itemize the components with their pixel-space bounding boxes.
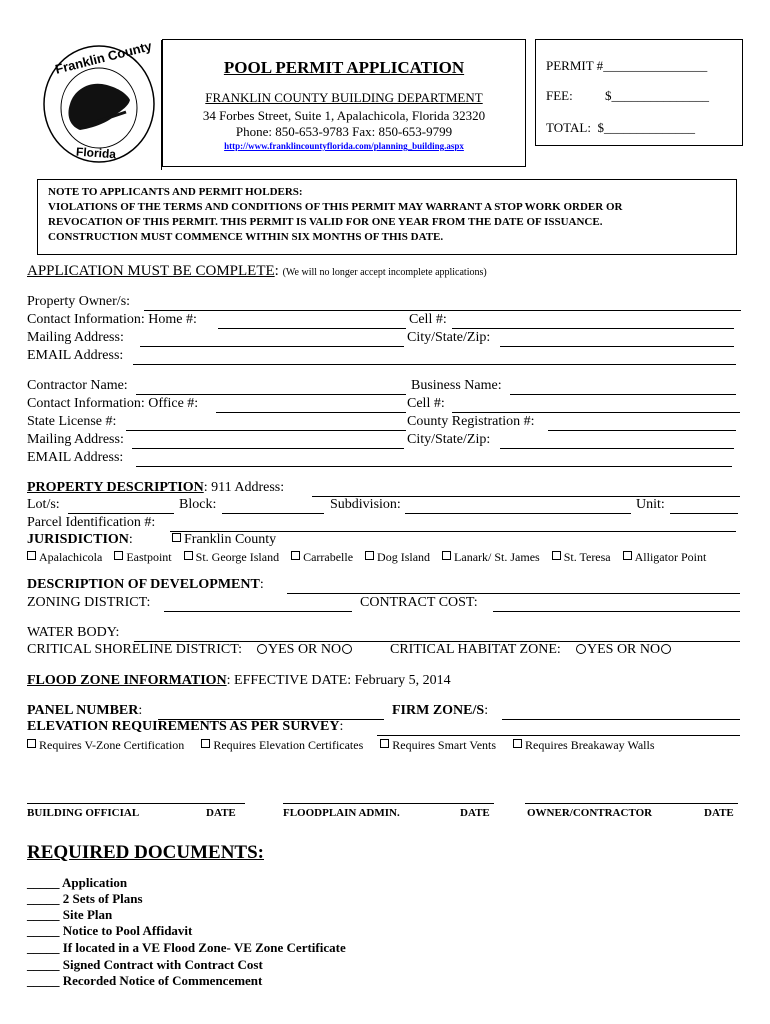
county-seal-logo: [40, 38, 158, 166]
subdivision-label: Subdivision:: [330, 497, 401, 512]
jurisdiction-st-teresa-checkbox[interactable]: St. Teresa: [552, 550, 611, 564]
contractor-name-input[interactable]: [136, 394, 406, 395]
contractor-name-label: Contractor Name:: [27, 378, 128, 393]
department-address: 34 Forbes Street, Suite 1, Apalachicola, Florida 32320: [202, 108, 486, 123]
fee-field[interactable]: FEE:: [546, 88, 573, 103]
notice-line-2: REVOCATION OF THIS PERMIT. THIS PERMIT IS VALID FOR ONE YEAR FROM THE DATE OF ISSUANCE.: [48, 216, 603, 228]
unit-input[interactable]: [670, 513, 738, 514]
floodplain-date-label: DATE: [460, 807, 490, 819]
required-item[interactable]: _____ Notice to Pool Affidavit: [27, 923, 193, 938]
jurisdiction-apalachicola-checkbox[interactable]: Apalachicola: [27, 550, 102, 564]
parcel-label: Parcel Identification #:: [27, 515, 156, 530]
contractor-cell-input[interactable]: [452, 412, 740, 413]
required-documents-heading: REQUIRED DOCUMENTS:: [27, 842, 264, 863]
zoning-input[interactable]: [164, 611, 352, 612]
department-phone: Phone: 850-653-9783 Fax: 850-653-9799: [235, 124, 453, 139]
contractor-city-input[interactable]: [500, 448, 734, 449]
jurisdiction-row: JURISDICTION:: [27, 532, 133, 547]
elevation-input[interactable]: [377, 735, 740, 736]
jurisdiction-carrabelle-checkbox[interactable]: Carrabelle: [291, 550, 353, 564]
page-title: POOL PERMIT APPLICATION: [223, 58, 465, 77]
owner-email-label: EMAIL Address:: [27, 348, 124, 363]
application-heading: APPLICATION MUST BE COMPLETE: (We will no longer accept incomplete applications): [27, 263, 487, 279]
owner-cell-input[interactable]: [452, 328, 734, 329]
business-name-input[interactable]: [510, 394, 736, 395]
block-input[interactable]: [222, 513, 324, 514]
smart-vents-checkbox[interactable]: Requires Smart Vents: [380, 738, 496, 752]
firm-zone-input[interactable]: [502, 719, 740, 720]
contract-cost-input[interactable]: [493, 611, 740, 612]
unit-label: Unit:: [636, 497, 665, 512]
jurisdiction-alligator-point-checkbox[interactable]: Alligator Point: [623, 550, 707, 564]
state-license-label: State License #:: [27, 414, 117, 429]
flood-heading: FLOOD ZONE INFORMATION: EFFECTIVE DATE: February 5, 2014: [27, 673, 451, 688]
required-item[interactable]: _____ Recorded Notice of Commencement: [27, 973, 263, 988]
department-url[interactable]: http://www.franklincountyflorida.com/planning_building.aspx: [224, 141, 464, 151]
official-date-label: DATE: [206, 807, 236, 819]
logo-top-text: Franklin County: [53, 38, 154, 77]
contractor-mailing-input[interactable]: [132, 448, 404, 449]
panel-number-label: PANEL NUMBER:: [27, 703, 143, 718]
shoreline-label: CRITICAL SHORELINE DISTRICT:: [27, 642, 242, 657]
owner-email-input[interactable]: [133, 364, 736, 365]
habitat-label: CRITICAL HABITAT ZONE:: [390, 642, 561, 657]
floodplain-label: FLOODPLAIN ADMIN.: [283, 807, 400, 819]
contractor-cell-label: Cell #:: [407, 396, 445, 411]
contract-cost-label: CONTRACT COST:: [360, 595, 478, 610]
contractor-office-input[interactable]: [216, 412, 406, 413]
owner-signature-line[interactable]: [525, 803, 738, 804]
official-label: BUILDING OFFICIAL: [27, 807, 140, 819]
required-item[interactable]: _____ Site Plan: [27, 907, 113, 922]
subdivision-input[interactable]: [405, 513, 631, 514]
county-registration-label: County Registration #:: [407, 414, 535, 429]
breakaway-walls-checkbox[interactable]: Requires Breakaway Walls: [513, 738, 654, 752]
permit-number-field[interactable]: PERMIT #________________: [546, 58, 708, 73]
property-heading: PROPERTY DESCRIPTION: 911 Address:: [27, 480, 285, 495]
department-name: FRANKLIN COUNTY BUILDING DEPARTMENT: [205, 90, 483, 105]
contractor-email-label: EMAIL Address:: [27, 450, 124, 465]
floodplain-signature-line[interactable]: [283, 803, 494, 804]
habitat-no-radio[interactable]: [661, 644, 671, 654]
required-item[interactable]: _____ Application: [27, 875, 128, 890]
notice-line-3: CONSTRUCTION MUST COMMENCE WITHIN SIX MONTHS OF THIS DATE.: [48, 231, 444, 243]
shoreline-yes-no[interactable]: YES OR NO: [256, 642, 353, 658]
official-signature-line[interactable]: [27, 803, 245, 804]
jurisdiction-st-george-checkbox[interactable]: St. George Island: [184, 550, 279, 564]
zoning-label: ZONING DISTRICT:: [27, 595, 151, 610]
business-name-label: Business Name:: [411, 378, 502, 393]
state-license-input[interactable]: [126, 430, 406, 431]
owner-cell-label: Cell #:: [409, 312, 447, 327]
block-label: Block:: [179, 497, 217, 512]
jurisdiction-dog-island-checkbox[interactable]: Dog Island: [365, 550, 430, 564]
owner-mailing-input[interactable]: [140, 346, 404, 347]
lots-label: Lot/s:: [27, 497, 60, 512]
property-owner-input[interactable]: [144, 310, 741, 311]
contractor-mailing-label: Mailing Address:: [27, 432, 124, 447]
jurisdiction-lanark-checkbox[interactable]: Lanark/ St. James: [442, 550, 540, 564]
owner-home-label: Contact Information: Home #:: [27, 312, 197, 327]
county-registration-input[interactable]: [548, 430, 736, 431]
owner-date-label: DATE: [704, 807, 734, 819]
shoreline-yes-radio[interactable]: [257, 644, 267, 654]
total-field[interactable]: TOTAL: $______________: [546, 120, 695, 135]
firm-zone-label: FIRM ZONE/S:: [392, 703, 489, 718]
contractor-email-input[interactable]: [136, 466, 732, 467]
elevation-cert-checkbox[interactable]: Requires Elevation Certificates: [201, 738, 363, 752]
contractor-city-label: City/State/Zip:: [407, 432, 491, 447]
fee-amount[interactable]: $_______________: [605, 88, 709, 103]
contractor-office-label: Contact Information: Office #:: [27, 396, 199, 411]
owner-home-input[interactable]: [218, 328, 406, 329]
owner-city-input[interactable]: [500, 346, 734, 347]
v-zone-cert-checkbox[interactable]: Requires V-Zone Certification: [27, 738, 184, 752]
notice-heading: NOTE TO APPLICANTS AND PERMIT HOLDERS:: [48, 186, 303, 198]
water-body-label: WATER BODY:: [27, 625, 120, 640]
owner-contractor-label: OWNER/CONTRACTOR: [527, 807, 653, 819]
development-heading: DESCRIPTION OF DEVELOPMENT:: [27, 577, 264, 592]
lots-input[interactable]: [68, 513, 174, 514]
property-owner-label: Property Owner/s:: [27, 294, 131, 309]
required-item[interactable]: _____ Signed Contract with Contract Cost: [27, 957, 263, 972]
franklin-county-checkbox[interactable]: Franklin County: [172, 532, 276, 548]
shoreline-no-radio[interactable]: [342, 644, 352, 654]
elevation-label: ELEVATION REQUIREMENTS AS PER SURVEY:: [27, 719, 344, 734]
notice-line-1: VIOLATIONS OF THE TERMS AND CONDITIONS OF THIS PERMIT MAY WARRANT A STOP WORK ORDER OR: [48, 201, 623, 213]
logo-bottom-text: Florida: [75, 144, 117, 162]
required-item[interactable]: _____ 2 Sets of Plans: [27, 891, 143, 906]
flood-options: [27, 738, 655, 753]
habitat-yes-radio[interactable]: [576, 644, 586, 654]
habitat-yes-no[interactable]: YES OR NO: [575, 642, 672, 658]
development-input[interactable]: [287, 593, 740, 594]
jurisdiction-eastpoint-checkbox[interactable]: Eastpoint: [114, 550, 171, 564]
owner-mailing-label: Mailing Address:: [27, 330, 124, 345]
required-item[interactable]: _____ If located in a VE Flood Zone- VE Zone Certificate: [27, 940, 346, 955]
owner-city-label: City/State/Zip:: [407, 330, 491, 345]
jurisdiction-options: [27, 550, 715, 565]
